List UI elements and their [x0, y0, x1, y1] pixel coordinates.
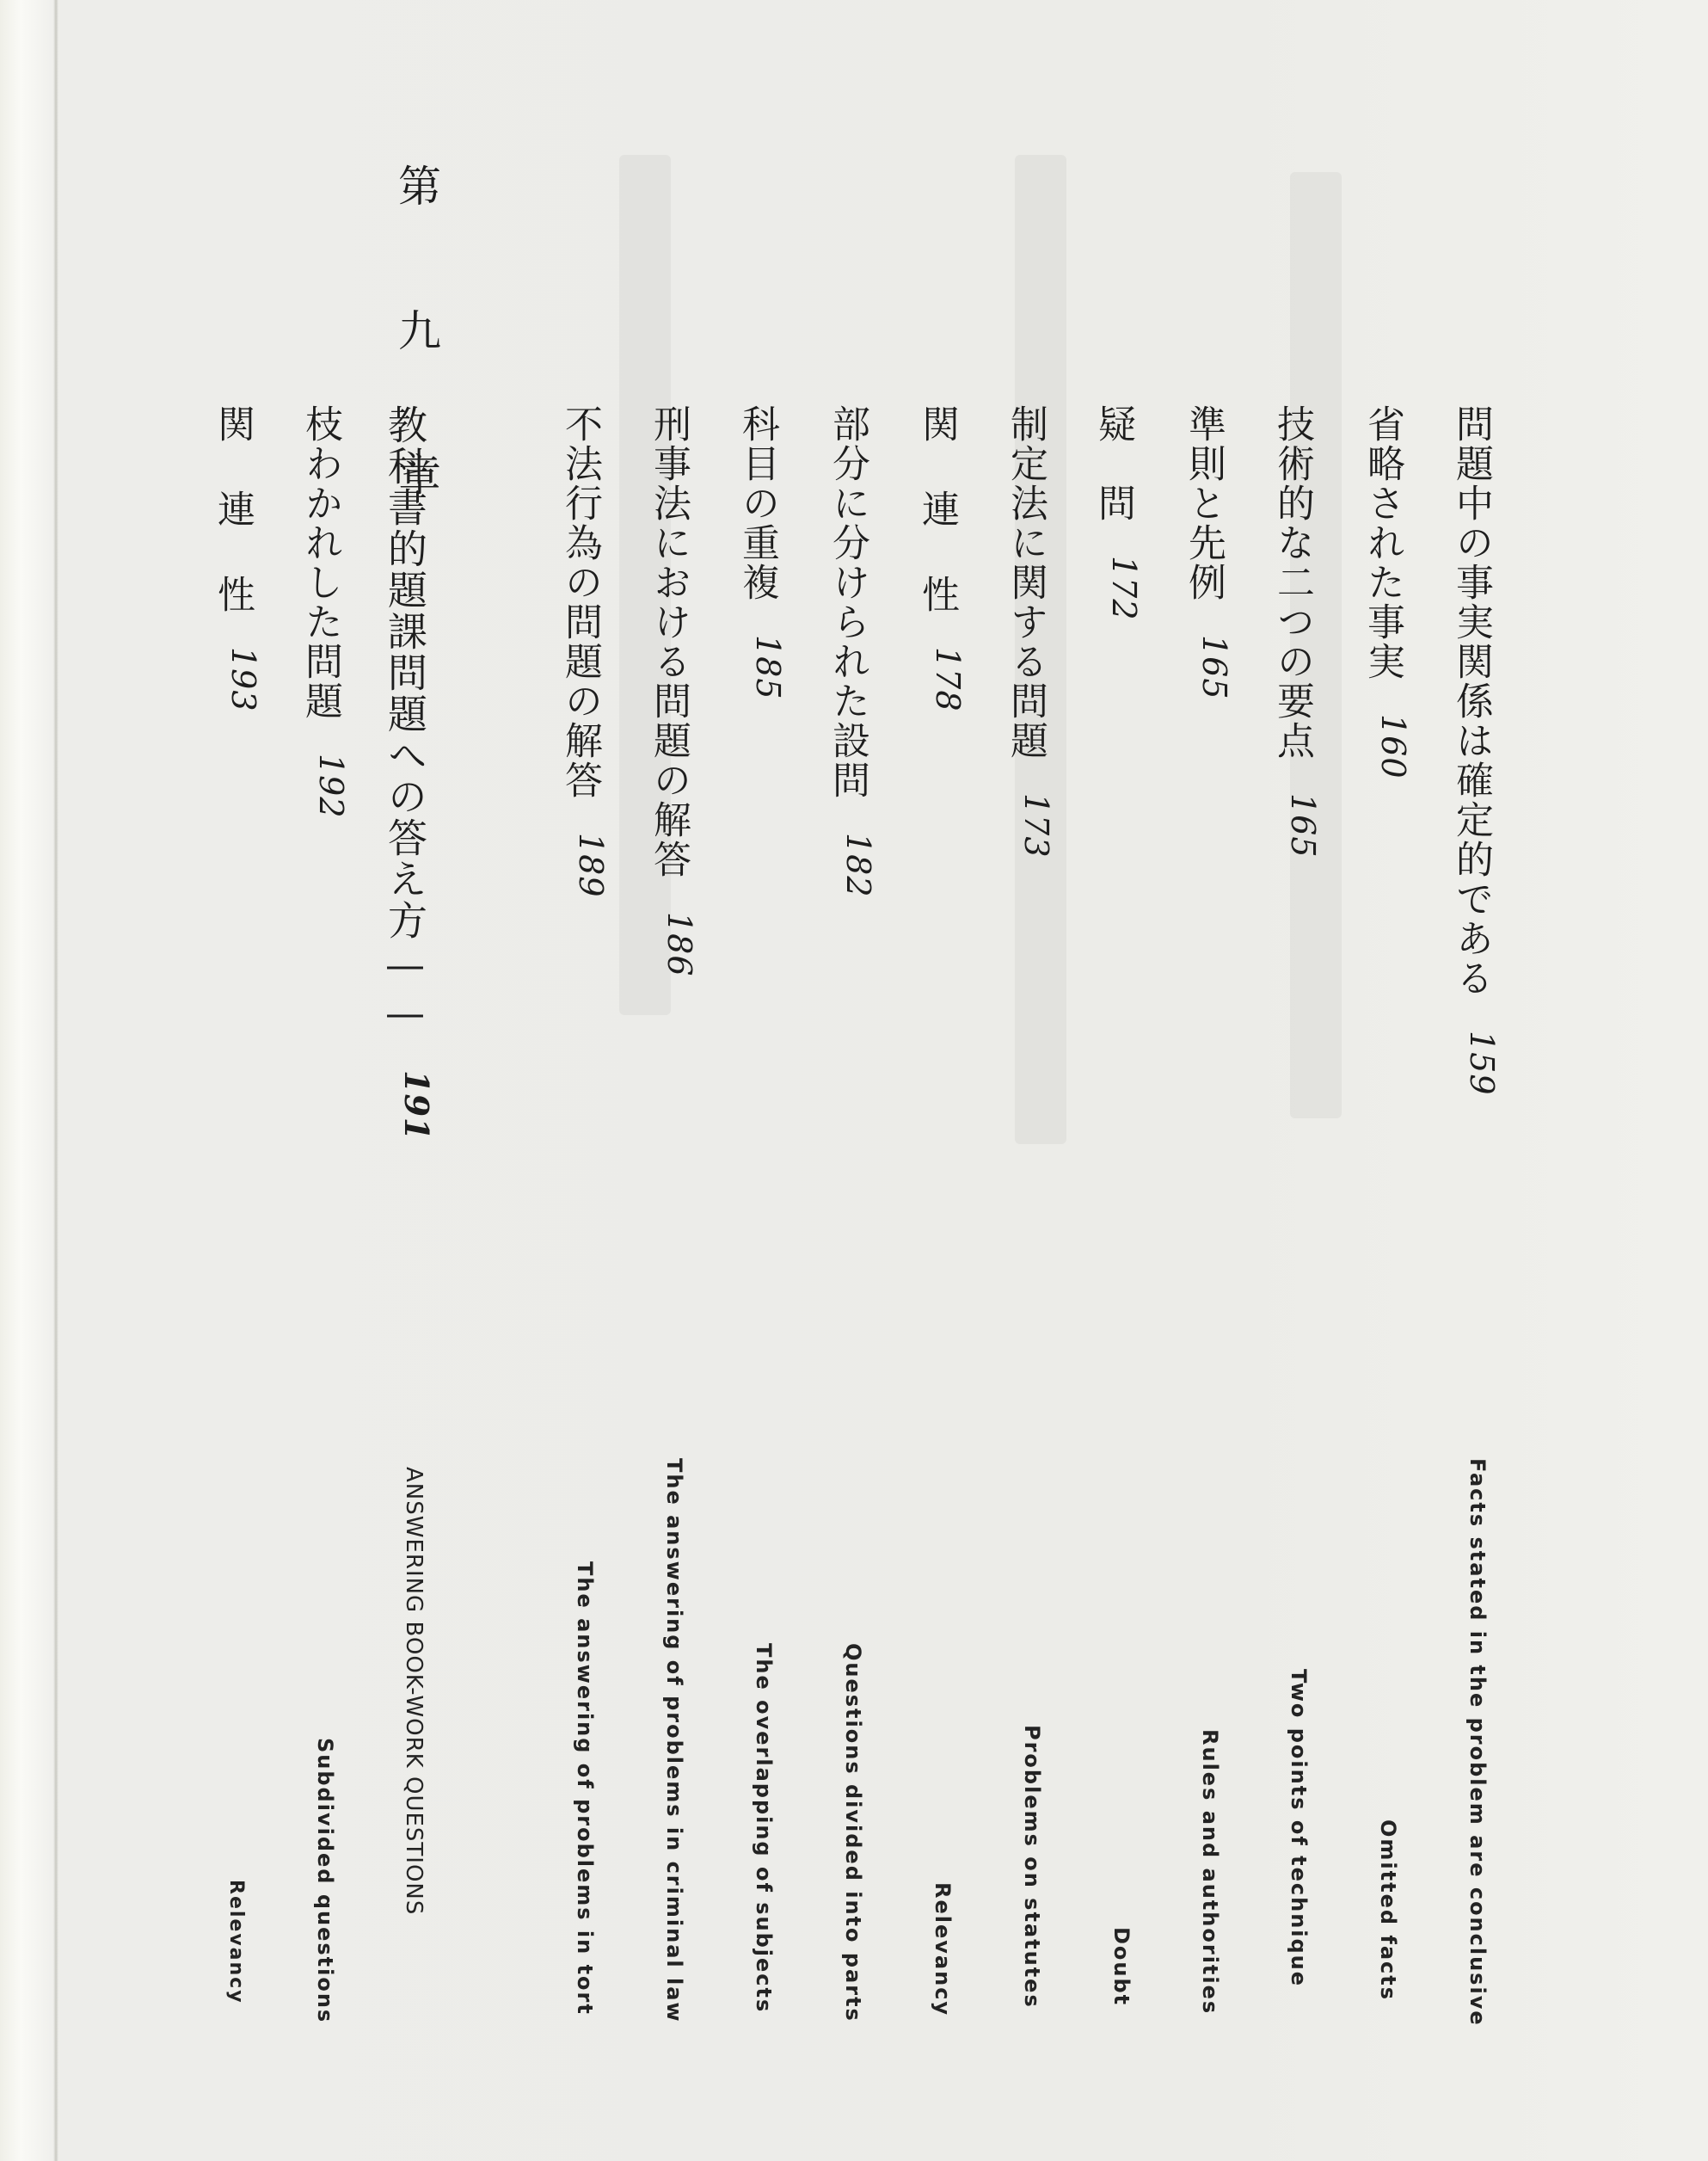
page-number: 165: [1195, 635, 1233, 700]
toc-entry-ja: 刑事法における問題の解答186: [647, 404, 698, 977]
page-number: 189: [572, 833, 610, 898]
page-number: 186: [660, 912, 698, 977]
toc-subentry-ja: 関 連 性193: [211, 404, 262, 712]
page-number: 178: [929, 647, 967, 712]
toc-entry-en: Facts stated in the problem are conclusive: [1465, 1458, 1490, 2027]
page-number: 191: [397, 1070, 436, 1142]
toc-entry-en: The answering of problems in criminal law: [662, 1458, 686, 2023]
toc-subentry-en: Relevancy: [225, 1880, 247, 2004]
toc-entry-ja: 科目の重複185: [735, 404, 787, 700]
toc-entry-en: The overlapping of subjects: [752, 1643, 776, 2014]
gutter-shadow: [53, 0, 58, 2161]
page-number: 172: [1105, 556, 1143, 621]
toc-entry-ja: 関 連 性178: [915, 404, 967, 712]
page-number: 159: [1463, 1031, 1501, 1096]
toc-entry-en: Questions divided into parts: [841, 1643, 865, 2022]
toc-subentry-ja: 枝わかれした問題192: [298, 404, 350, 819]
toc-entry-ja: 部分に分けられた設問182: [826, 404, 877, 898]
chapter-title-en: ANSWERING BOOK-WORK QUESTIONS: [401, 1467, 427, 1916]
chapter-label: 第 九 章: [391, 163, 441, 521]
page-number: 193: [224, 647, 262, 712]
toc-entry-en: Doubt: [1109, 1927, 1134, 2007]
toc-entry-ja: 疑 問172: [1091, 404, 1143, 621]
page-number: 185: [749, 635, 787, 700]
toc-entry-en: Rules and authorities: [1198, 1729, 1222, 2016]
page-number: 182: [839, 833, 877, 898]
toc-entry-ja: 技術的な二つの要点165: [1270, 404, 1322, 859]
chapter-title: 教科書的題課問題への答え方——191: [382, 404, 436, 1142]
page-number: 160: [1374, 714, 1412, 779]
toc-entry-en: Two points of technique: [1287, 1669, 1311, 1988]
page-number: 192: [312, 754, 350, 819]
toc-entry-ja: 不法行為の問題の解答189: [558, 404, 610, 898]
toc-entry-ja: 問題中の事実関係は確定的である159: [1449, 404, 1501, 1096]
toc-entry-en: The answering of problems in tort: [573, 1561, 597, 2016]
toc-entry-ja: 準則と先例165: [1182, 404, 1233, 700]
page-number: 165: [1284, 793, 1322, 859]
page-number: 173: [1017, 793, 1055, 859]
toc-entry-en: Omitted facts: [1376, 1819, 1400, 2002]
toc-entry-ja: 制定法に関する問題173: [1004, 404, 1055, 859]
toc-entry-ja: 省略された事実160: [1361, 404, 1412, 779]
toc-entry-en: Problems on statutes: [1020, 1725, 1044, 2009]
toc-subentry-en: Subdivided questions: [313, 1738, 337, 2024]
toc-entry-en: Relevancy: [931, 1882, 955, 2017]
